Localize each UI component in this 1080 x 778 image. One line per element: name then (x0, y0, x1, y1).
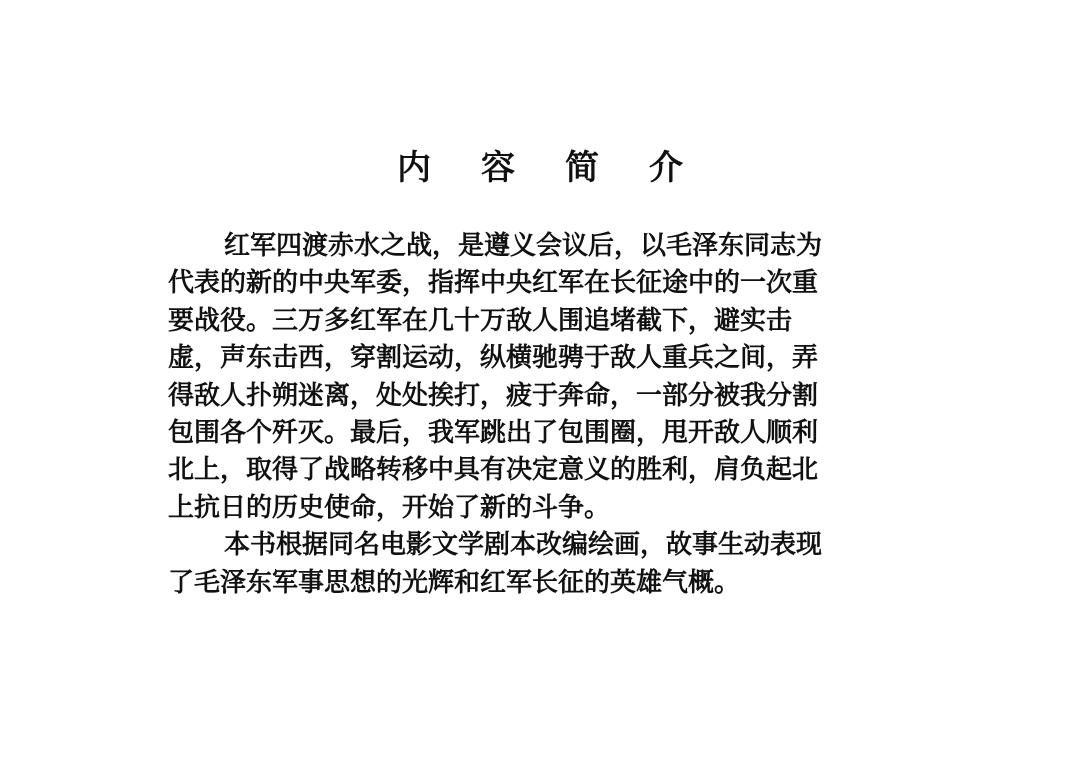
text-line: 本书根据同名电影文学剧本改编绘画，故事生动表现 (224, 530, 823, 561)
title-char: 容 (481, 148, 515, 188)
text-line: 虚，声东击西，穿割运动，纵横驰骋于敌人重兵之间，弄 (168, 343, 819, 374)
text-line: 了毛泽东军事思想的光辉和红军长征的英雄气概。 (168, 567, 741, 598)
text-line: 包围各个歼灭。最后，我军跳出了包围圈，甩开敌人顺利 (168, 417, 819, 448)
paragraph (168, 527, 948, 602)
summary-text (168, 228, 948, 602)
text-line: 得敌人扑朔迷离，处处挨打，疲于奔命，一部分被我分割 (168, 380, 819, 411)
page-title (0, 140, 1080, 189)
text-line: 红军四渡赤水之战，是遵义会议后，以毛泽东同志为 (224, 231, 823, 261)
text-line: 北上，取得了战略转移中具有决定意义的胜利，肩负起北 (168, 455, 819, 486)
title-char: 介 (649, 148, 683, 188)
paragraph (168, 228, 948, 527)
title-char: 简 (565, 148, 599, 188)
title-char: 内 (397, 148, 431, 188)
text-line: 上抗日的历史使命，开始了新的斗争。 (168, 492, 611, 523)
text-line: 要战役。三万多红军在几十万敌人围追堵截下，避实击 (168, 305, 793, 336)
text-line: 代表的新的中央军委，指挥中央红军在长征途中的一次重 (168, 268, 819, 299)
